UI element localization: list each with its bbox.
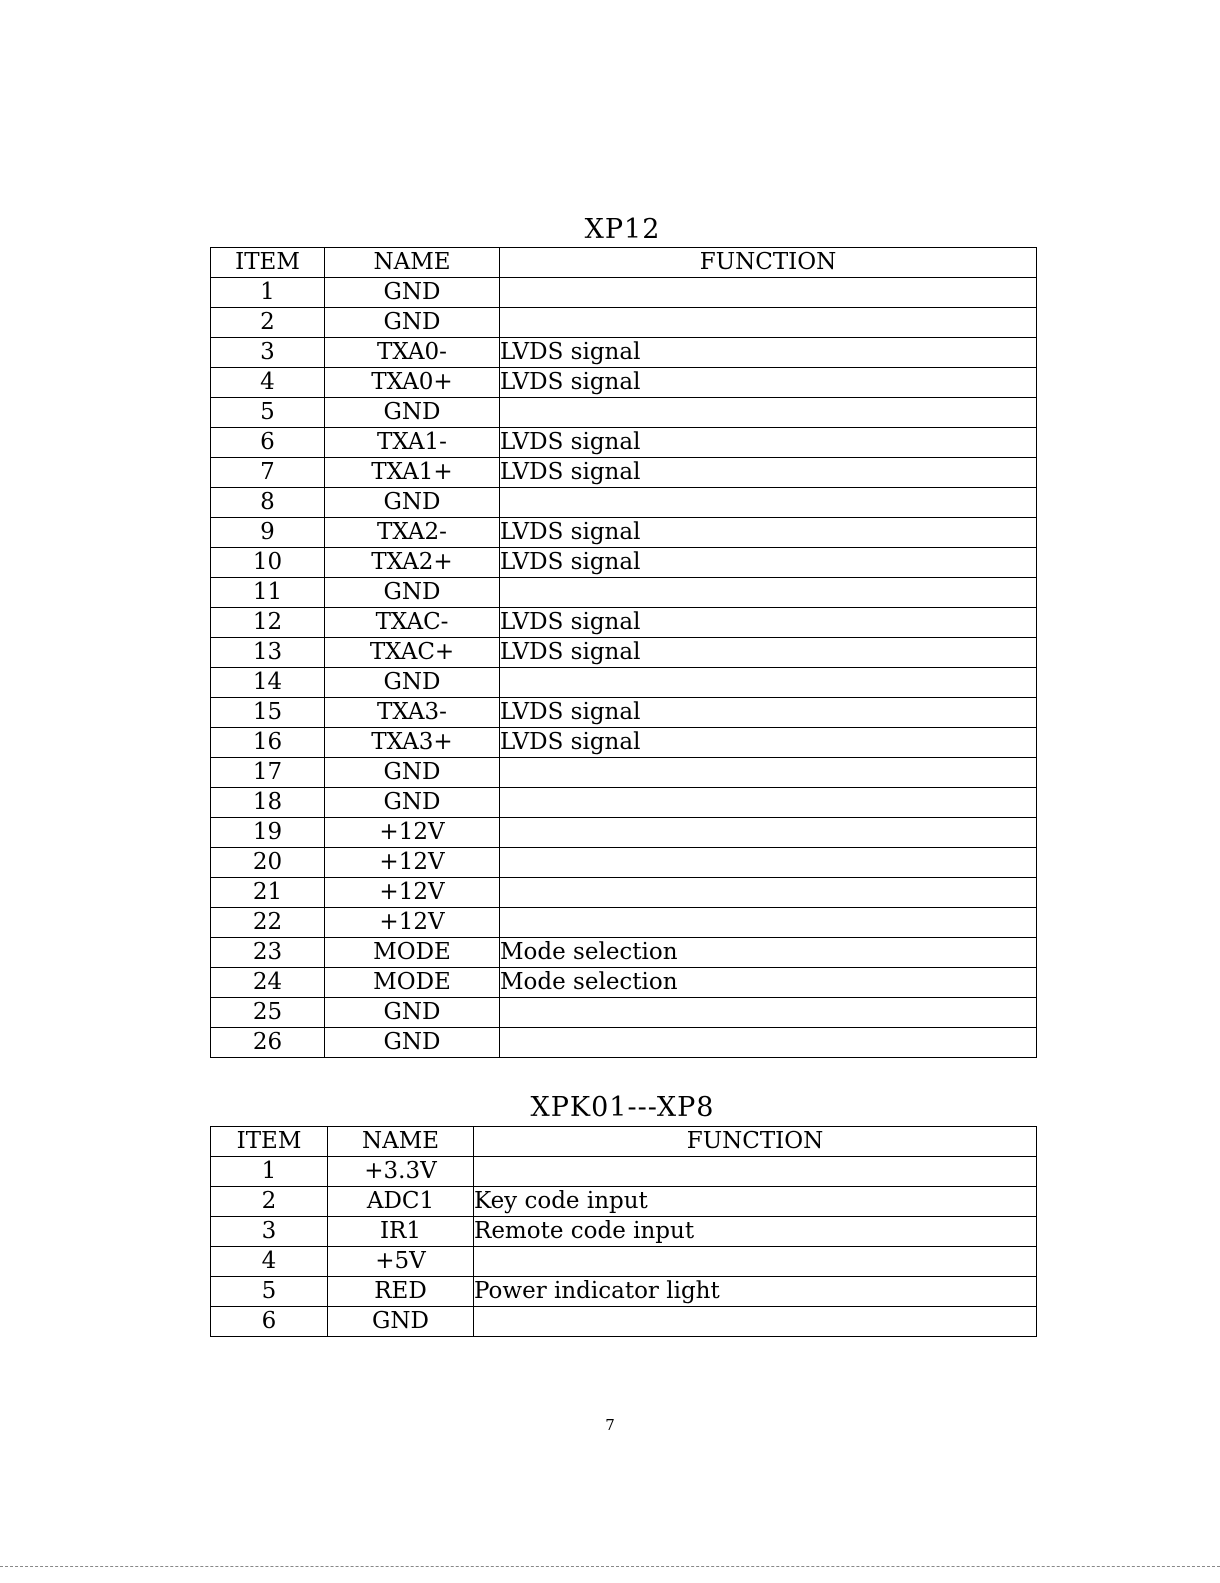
cell-item: 6 <box>211 1307 328 1337</box>
cell-function <box>500 668 1037 698</box>
table-row <box>211 458 1037 488</box>
cell-function: LVDS signal <box>500 728 1037 758</box>
table-row <box>211 908 1037 938</box>
cell-function: LVDS signal <box>500 428 1037 458</box>
cell-function <box>500 758 1037 788</box>
cell-item: 13 <box>211 638 325 668</box>
cell-function <box>500 308 1037 338</box>
table-row <box>211 968 1037 998</box>
cell-function: Key code input <box>474 1187 1037 1217</box>
cell-function <box>474 1157 1037 1187</box>
table-row <box>211 818 1037 848</box>
table-row <box>211 758 1037 788</box>
table-row <box>211 938 1037 968</box>
table-row <box>211 998 1037 1028</box>
table-row <box>211 1187 1037 1217</box>
cell-name: TXA0+ <box>325 368 500 398</box>
header-function: FUNCTION <box>500 248 1037 278</box>
table-row <box>211 398 1037 428</box>
cell-function <box>500 278 1037 308</box>
cell-function <box>500 578 1037 608</box>
table-row <box>211 368 1037 398</box>
cell-item: 2 <box>211 308 325 338</box>
pin-table-xpk01-xp8 <box>210 1126 1037 1337</box>
cell-function: LVDS signal <box>500 548 1037 578</box>
cell-name: GND <box>325 578 500 608</box>
cell-function: LVDS signal <box>500 638 1037 668</box>
cell-item: 5 <box>211 398 325 428</box>
cell-name: MODE <box>325 968 500 998</box>
header-item: ITEM <box>211 1127 328 1157</box>
table-row <box>211 668 1037 698</box>
cell-item: 2 <box>211 1187 328 1217</box>
cell-item: 11 <box>211 578 325 608</box>
cell-name: +12V <box>325 878 500 908</box>
table-row <box>211 878 1037 908</box>
cell-function <box>500 1028 1037 1058</box>
cell-name: GND <box>325 758 500 788</box>
page-bottom-divider <box>0 1566 1220 1567</box>
table-title-xpk01-xp8: XPK01---XP8 <box>530 1092 715 1123</box>
cell-name: +12V <box>325 818 500 848</box>
pin-table-xp12 <box>210 247 1037 1058</box>
cell-name: +3.3V <box>328 1157 474 1187</box>
cell-item: 25 <box>211 998 325 1028</box>
cell-item: 10 <box>211 548 325 578</box>
cell-item: 3 <box>211 338 325 368</box>
cell-function: LVDS signal <box>500 518 1037 548</box>
cell-function <box>500 998 1037 1028</box>
table-row <box>211 1247 1037 1277</box>
cell-function <box>500 848 1037 878</box>
cell-name: TXA1- <box>325 428 500 458</box>
cell-item: 8 <box>211 488 325 518</box>
table-row <box>211 1217 1037 1247</box>
cell-item: 19 <box>211 818 325 848</box>
table-row <box>211 638 1037 668</box>
cell-item: 22 <box>211 908 325 938</box>
cell-name: GND <box>325 488 500 518</box>
cell-name: +12V <box>325 848 500 878</box>
cell-name: GND <box>325 1028 500 1058</box>
cell-item: 6 <box>211 428 325 458</box>
table-row <box>211 518 1037 548</box>
cell-name: +12V <box>325 908 500 938</box>
cell-function: LVDS signal <box>500 368 1037 398</box>
table-row <box>211 428 1037 458</box>
page-number: 7 <box>605 1416 615 1434</box>
cell-item: 17 <box>211 758 325 788</box>
cell-function: LVDS signal <box>500 698 1037 728</box>
cell-name: GND <box>328 1307 474 1337</box>
cell-item: 26 <box>211 1028 325 1058</box>
table-title-xp12: XP12 <box>584 214 661 245</box>
cell-function <box>500 878 1037 908</box>
cell-function: LVDS signal <box>500 338 1037 368</box>
cell-item: 21 <box>211 878 325 908</box>
cell-item: 24 <box>211 968 325 998</box>
cell-function: Remote code input <box>474 1217 1037 1247</box>
cell-item: 7 <box>211 458 325 488</box>
cell-name: GND <box>325 278 500 308</box>
cell-item: 23 <box>211 938 325 968</box>
cell-function <box>500 398 1037 428</box>
table-row <box>211 848 1037 878</box>
cell-item: 5 <box>211 1277 328 1307</box>
table-row <box>211 278 1037 308</box>
table-row <box>211 1028 1037 1058</box>
cell-name: TXA3+ <box>325 728 500 758</box>
table-row <box>211 608 1037 638</box>
cell-function: Mode selection <box>500 938 1037 968</box>
header-name: NAME <box>325 248 500 278</box>
cell-name: GND <box>325 668 500 698</box>
cell-name: TXAC- <box>325 608 500 638</box>
cell-name: GND <box>325 998 500 1028</box>
cell-name: RED <box>328 1277 474 1307</box>
cell-name: GND <box>325 788 500 818</box>
table-row <box>211 1157 1037 1187</box>
cell-function: LVDS signal <box>500 458 1037 488</box>
cell-item: 1 <box>211 278 325 308</box>
table-header-row <box>211 1127 1037 1157</box>
cell-function <box>500 488 1037 518</box>
cell-name: IR1 <box>328 1217 474 1247</box>
cell-function <box>500 788 1037 818</box>
table-row <box>211 728 1037 758</box>
cell-name: TXA3- <box>325 698 500 728</box>
cell-item: 4 <box>211 1247 328 1277</box>
cell-name: ADC1 <box>328 1187 474 1217</box>
cell-item: 20 <box>211 848 325 878</box>
table-row <box>211 338 1037 368</box>
cell-function <box>500 818 1037 848</box>
cell-function: LVDS signal <box>500 608 1037 638</box>
table-row <box>211 488 1037 518</box>
table-row <box>211 698 1037 728</box>
cell-name: GND <box>325 308 500 338</box>
cell-function <box>474 1307 1037 1337</box>
cell-name: TXA0- <box>325 338 500 368</box>
table-row <box>211 1307 1037 1337</box>
table-header-row <box>211 248 1037 278</box>
cell-item: 3 <box>211 1217 328 1247</box>
cell-item: 14 <box>211 668 325 698</box>
cell-item: 18 <box>211 788 325 818</box>
header-name: NAME <box>328 1127 474 1157</box>
cell-item: 1 <box>211 1157 328 1187</box>
cell-function <box>500 908 1037 938</box>
cell-name: TXA1+ <box>325 458 500 488</box>
table-row <box>211 578 1037 608</box>
cell-function: Power indicator light <box>474 1277 1037 1307</box>
cell-name: MODE <box>325 938 500 968</box>
cell-item: 12 <box>211 608 325 638</box>
cell-name: TXA2- <box>325 518 500 548</box>
cell-name: TXA2+ <box>325 548 500 578</box>
cell-name: TXAC+ <box>325 638 500 668</box>
cell-function <box>474 1247 1037 1277</box>
table-row <box>211 788 1037 818</box>
cell-item: 4 <box>211 368 325 398</box>
cell-item: 16 <box>211 728 325 758</box>
cell-name: +5V <box>328 1247 474 1277</box>
cell-item: 15 <box>211 698 325 728</box>
header-function: FUNCTION <box>474 1127 1037 1157</box>
header-item: ITEM <box>211 248 325 278</box>
cell-item: 9 <box>211 518 325 548</box>
table-row <box>211 548 1037 578</box>
table-row <box>211 308 1037 338</box>
cell-function: Mode selection <box>500 968 1037 998</box>
cell-name: GND <box>325 398 500 428</box>
table-row <box>211 1277 1037 1307</box>
